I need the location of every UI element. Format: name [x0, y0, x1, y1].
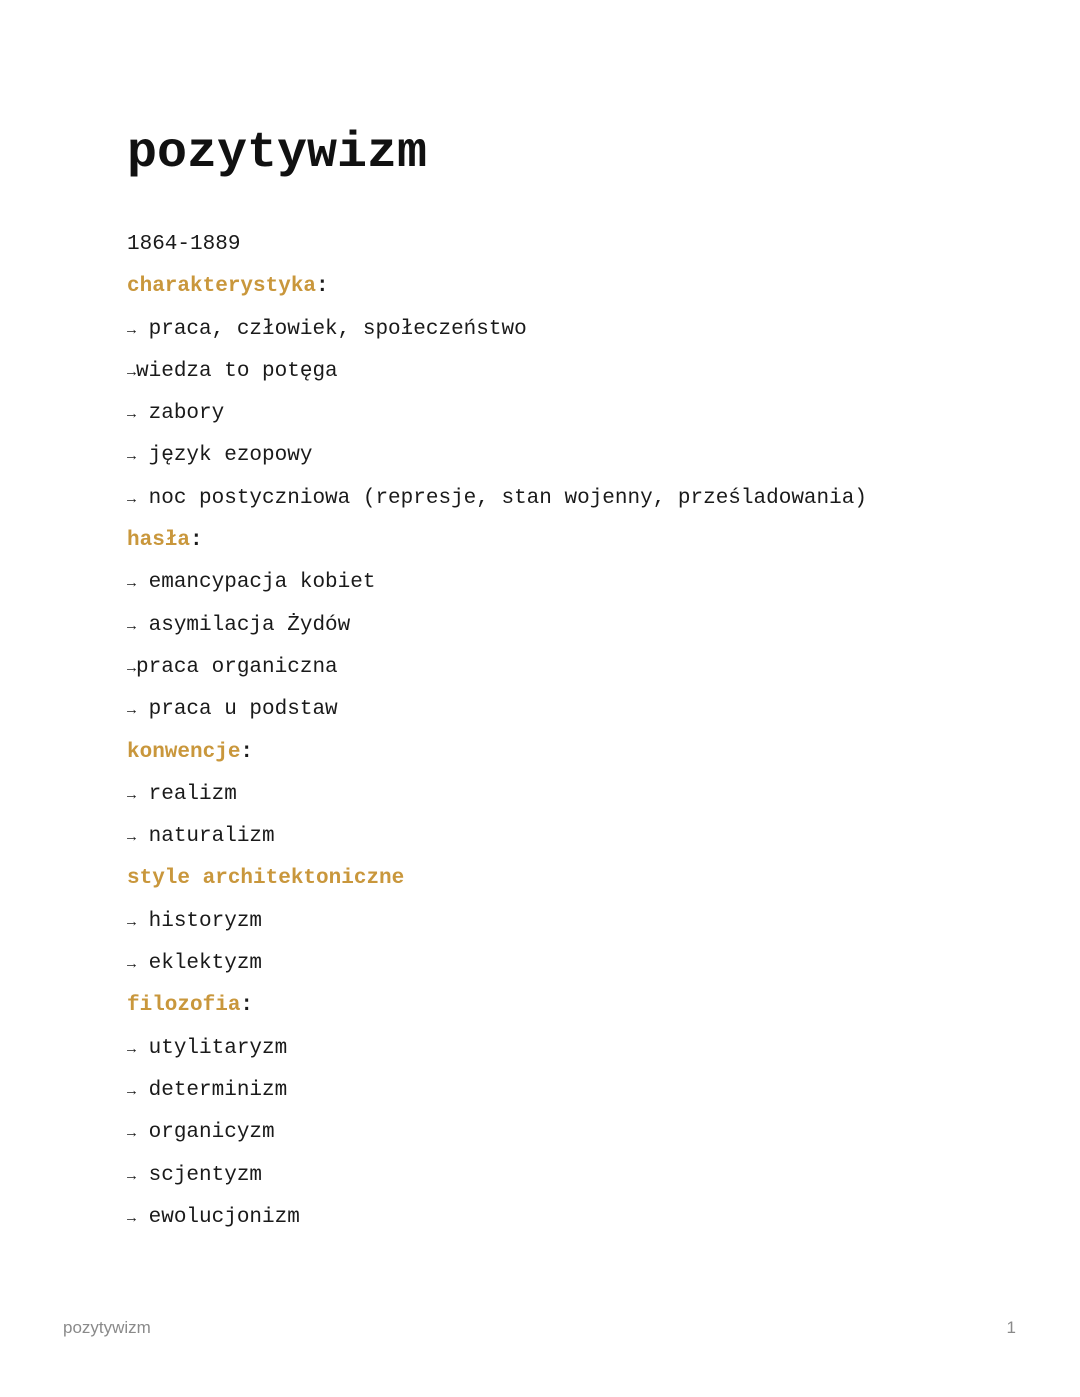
arrow-right-icon: → [127, 1125, 137, 1143]
section-heading-label: konwencje [127, 740, 241, 764]
list-item-text: praca, człowiek, społeczeństwo [136, 317, 527, 341]
section-heading-label: charakterystyka [127, 275, 317, 299]
heading-colon: : [240, 740, 254, 764]
heading-colon: : [316, 275, 329, 299]
page-number: 1 [1006, 1318, 1016, 1337]
section-heading [127, 520, 1027, 562]
list-item [127, 1155, 1027, 1197]
arrow-right-icon: → [127, 406, 137, 424]
list-item [127, 478, 1027, 520]
section-heading [127, 732, 1027, 774]
list-item [127, 901, 1027, 943]
list-item [127, 774, 1027, 816]
footer-title: pozytywizm [63, 1318, 151, 1337]
list-item [127, 1112, 1027, 1154]
arrow-right-icon: → [127, 490, 137, 508]
list-item [127, 943, 1027, 985]
list-item-text: noc postyczniowa (represje, stan wojenny, prześladowania) [136, 486, 867, 510]
list-item-text: organicyzm [136, 1121, 275, 1145]
list-item-text: praca u podstaw [136, 698, 338, 722]
list-item [127, 562, 1027, 604]
list-item [127, 1070, 1027, 1112]
arrow-right-icon: → [127, 702, 137, 720]
list-item-text: eklektyzm [136, 952, 263, 976]
section-heading [127, 266, 1027, 308]
list-item-text: język ezopowy [136, 444, 313, 468]
list-item-text: emancypacja kobiet [136, 571, 376, 595]
heading-colon: : [240, 994, 254, 1018]
arrow-right-icon: → [127, 321, 137, 339]
arrow-right-icon: → [127, 956, 137, 974]
arrow-right-icon: → [127, 575, 137, 593]
list-item-text: determinizm [136, 1078, 288, 1102]
list-item [127, 309, 1027, 351]
list-item [127, 689, 1027, 731]
section-heading [127, 985, 1027, 1027]
list-item-text: realizm [136, 782, 237, 806]
list-item-text: asymilacja Żydów [136, 613, 351, 637]
arrow-right-icon: → [127, 1209, 137, 1227]
section-heading-label: hasła [127, 529, 191, 553]
arrow-right-icon: → [127, 913, 137, 931]
list-item-text: naturalizm [136, 825, 275, 849]
list-item-text: wiedza to potęga [136, 359, 338, 383]
section-heading-label: style architektoniczne [127, 867, 405, 891]
date-range: 1864-1889 [127, 233, 241, 256]
list-item [127, 816, 1027, 858]
list-item [127, 435, 1027, 477]
list-item-text: zabory [136, 402, 225, 426]
list-item [127, 351, 1027, 393]
arrow-right-icon: → [127, 617, 137, 635]
section-heading-label: filozofia [127, 994, 241, 1018]
arrow-right-icon: → [127, 829, 137, 847]
arrow-right-icon: → [127, 363, 137, 381]
list-item [127, 1028, 1027, 1070]
heading-colon: : [190, 529, 203, 553]
list-item [127, 647, 1027, 689]
arrow-right-icon: → [127, 1082, 137, 1100]
list-item [127, 1197, 1027, 1239]
arrow-right-icon: → [127, 448, 137, 466]
list-item [127, 605, 1027, 647]
document-body [127, 224, 1027, 1239]
sections-container [127, 266, 1027, 1239]
arrow-right-icon: → [127, 1040, 137, 1058]
list-item-text: scjentyzm [136, 1163, 263, 1187]
page-title: pozytywizm [127, 125, 428, 182]
section-heading [127, 858, 1027, 900]
list-item [127, 393, 1027, 435]
arrow-right-icon: → [127, 659, 137, 677]
arrow-right-icon: → [127, 1167, 137, 1185]
list-item-text: utylitaryzm [136, 1036, 288, 1060]
arrow-right-icon: → [127, 786, 137, 804]
list-item-text: historyzm [136, 909, 263, 933]
list-item-text: ewolucjonizm [136, 1205, 300, 1229]
list-item-text: praca organiczna [136, 655, 338, 679]
